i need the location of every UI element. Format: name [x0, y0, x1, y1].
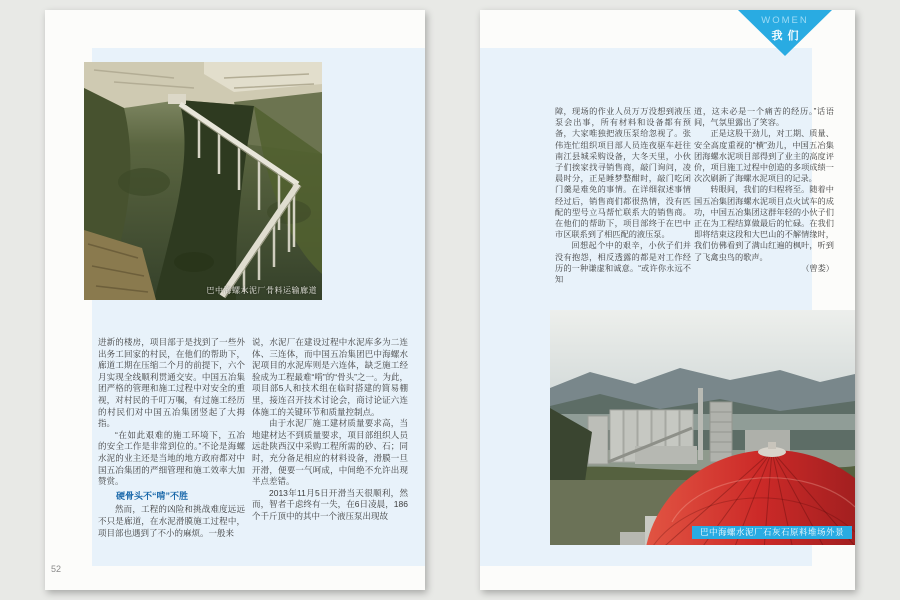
- paragraph: 然而，工程的凶险和挑战难度远远不只是廊道，在水泥滑膜施工过程中，项目部也遇到了不小的麻烦。一般来: [98, 504, 245, 538]
- paragraph: 进新的楼房，项目部于是找到了一些外出务工回家的村民，在他们的帮助下，廊道工期在压缩二个月的前提下，六个月实现全线顺利贯通交安。中国五冶集团严格的管理和施工过程中对安全的重视，对村民的千叮万嘱，有过施工经历的村民们对中国五冶集团竖起了大拇指。: [98, 337, 245, 429]
- section-banner: [738, 10, 832, 58]
- right-text-column-2: [694, 106, 834, 274]
- left-text-column-2: [252, 337, 408, 523]
- author-byline: （曾娄）: [801, 263, 834, 273]
- paragraph: 回想起个中的艰辛，小伙子们并没有抱怨，相反透露的都是对工作经历的一种谦虚和诚意。“或许你永远不知: [555, 241, 691, 285]
- paragraph: 转眼间，我们的归程将至。随着中国五冶集团海螺水泥项目点火试车的成功，中国五冶集团这群年轻的小伙子们正在为工程结算做最后的忙碌。在我们即将结束这段和大巴山的不解情缘时，我们仿佛看到了满山红遍的枫叶，听到了飞禽虫鸟的歌声。: [694, 185, 834, 262]
- photo-aggregate-corridor: [84, 62, 322, 300]
- paragraph: 由于水泥厂施工建材质量要求高，当地建材达不到质量要求，项目部组织人员远赴陕西汉中采购工程所需的砂、石；同时，充分备足相应的材料设备，滑膜一旦开滑，便要一气呵成，中间绝不允许出现半点差错。: [252, 418, 408, 487]
- section-subhead: 硬骨头不“啃”不胜: [116, 490, 189, 501]
- cement-plant-red-dome-illustration: [550, 310, 855, 545]
- photo-limestone-yard: [550, 310, 855, 545]
- mountain-viaduct-illustration: [84, 62, 322, 300]
- paragraph: “在如此艰难的施工环境下，五冶的安全工作是非常到位的。”不论是海螺水泥的业主还是当地的地方政府都对中国五冶集团的严细管理和施工效率大加赞赏。: [98, 429, 245, 487]
- right-page: [480, 10, 855, 590]
- left-text-column-1: [98, 337, 245, 539]
- banner-title-zh: 我们: [771, 30, 804, 42]
- photo-caption: 巴中海螺水泥厂骨料运输廊道: [206, 286, 317, 295]
- paragraph: 障，现场的作业人员万万没想到液压泵会出事，所有材料和设备都有预备，大家唯独把液压泵给忽视了。张伟连忙组织项目部人员连夜驱车赶往南江县城采购设备，大冬天里，小伙子们挨家找寻销售商，敲门询问，凌晨时分，正是睡梦整酣时，敲门吃闭门羹是难免的事情。在详细叙述事情经过后，销售商们都很热情，没有匹配的型号立马帮忙联系大的销售商。在他们的帮助下，项目部终于在巴中市区联系到了相匹配的液压泵。: [555, 107, 691, 240]
- paragraph: 2013年11月5日开滑当天很顺利，然而，智者千虑终有一失，在6日凌晨，186个千斤顶中的其中一个液压泵出现故: [252, 487, 408, 521]
- banner-title-en: WOMEN: [761, 15, 809, 26]
- paragraph: 道，这未必是一个痛苦的经历。”话语间，气氛里露出了笑容。: [694, 107, 834, 128]
- left-page: [45, 10, 425, 590]
- photo-caption-badge: 巴中海螺水泥厂石灰石原料堆场外景: [692, 526, 852, 539]
- right-text-column-1: [555, 106, 691, 285]
- page-number: 52: [51, 564, 62, 574]
- paragraph: 正是这股干劲儿，对工期、质量、安全高度重视的“横”劲儿，中国五冶集团海螺水泥项目部得到了业主的高度评价，项目施工过程中创造的多项成绩一次次刷新了海螺水泥项目的记录。: [694, 129, 834, 184]
- paragraph: 说，水泥厂在建设过程中水泥库多为二连体、三连体，而中国五冶集团巴中海螺水泥项目的水泥库则是六连体，缺乏施工经验成为工程最难“啃”的“骨头”之一。为此，项目部5人和技术组在临时搭建的简易棚里，接连召开技术讨论会，商讨论证六连体施工的关键环节和质量控制点。: [252, 337, 408, 417]
